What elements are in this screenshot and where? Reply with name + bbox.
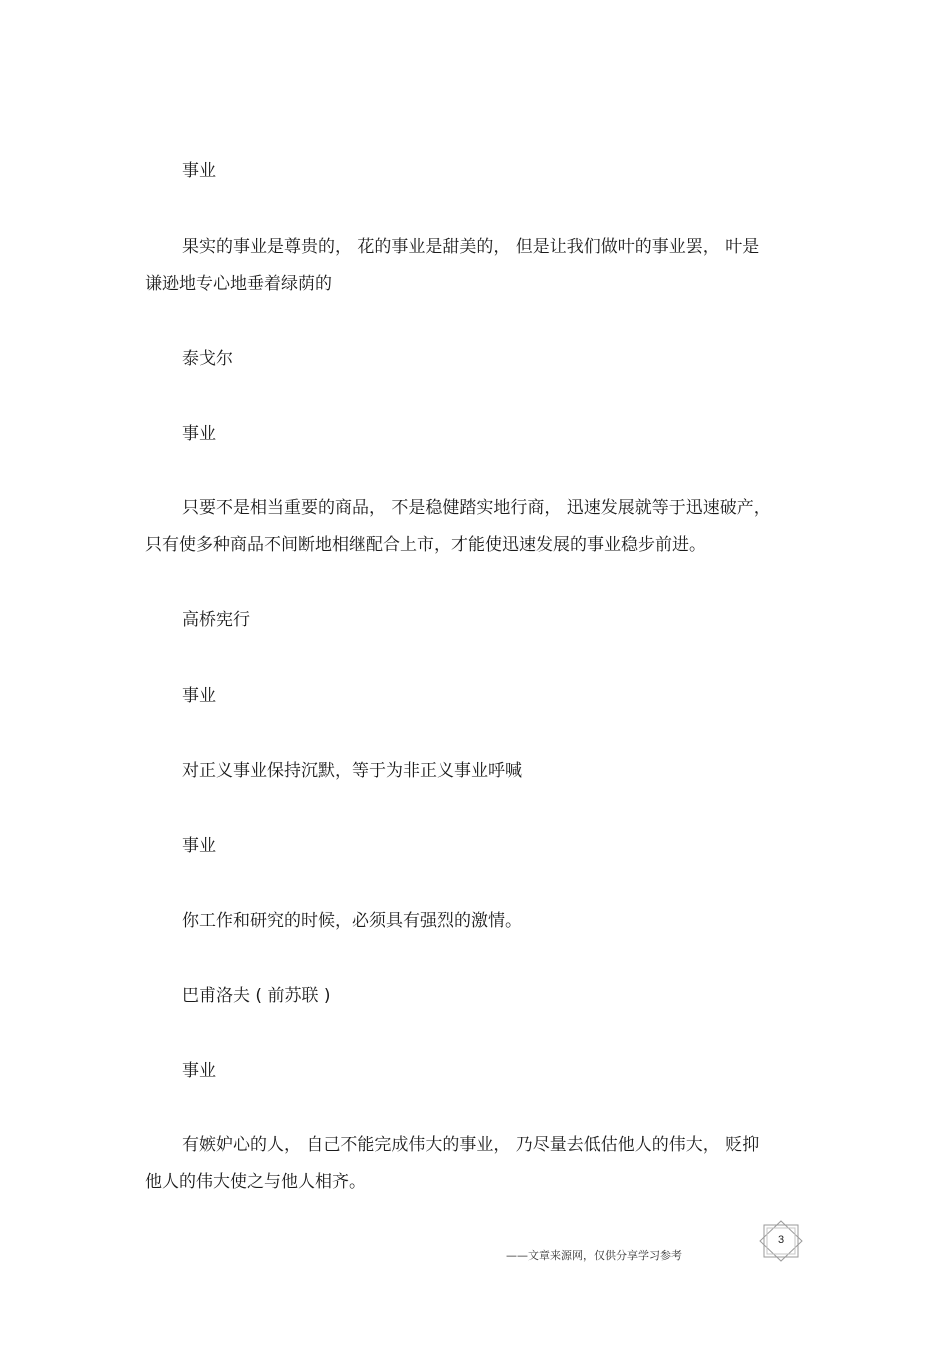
text-line: 只有使多种商品不间断地相继配合上市，才能使迅速发展的事业稳步前进。 bbox=[145, 535, 706, 555]
text-line: 对正义事业保持沉默，等于为非正义事业呼喊 bbox=[182, 761, 522, 781]
author-name bbox=[182, 978, 842, 1015]
heading-shiye bbox=[182, 828, 842, 865]
author-name bbox=[182, 341, 842, 378]
text-line: 他人的伟大使之与他人相齐。 bbox=[145, 1172, 366, 1192]
text-line: 事业 bbox=[182, 836, 216, 856]
heading-shiye bbox=[182, 1053, 842, 1090]
quote-paragraph bbox=[182, 903, 842, 940]
text-line: 巴甫洛夫 ( 前苏联 ) bbox=[182, 986, 331, 1006]
heading-shiye bbox=[182, 416, 842, 453]
text-line: 事业 bbox=[182, 424, 216, 444]
text-line: 事业 bbox=[182, 686, 216, 706]
text-line: 有嫉妒心的人， 自己不能完成伟大的事业， 乃尽量去低估他人的伟大， 贬抑 bbox=[182, 1135, 760, 1155]
quote-paragraph bbox=[145, 490, 805, 564]
source-note: ——文章来源网，仅供分享学习参考 bbox=[506, 1249, 682, 1262]
text-line: 谦逊地专心地垂着绿荫的 bbox=[145, 274, 332, 294]
quote-paragraph bbox=[145, 1127, 805, 1201]
page-number: 3 bbox=[777, 1234, 785, 1246]
text-line: 事业 bbox=[182, 161, 216, 181]
quote-paragraph bbox=[182, 753, 842, 790]
page-number-badge bbox=[758, 1220, 804, 1262]
text-line: 泰戈尔 bbox=[182, 349, 233, 369]
text-line: 你工作和研究的时候，必须具有强烈的激情。 bbox=[182, 911, 522, 931]
text-line: 果实的事业是尊贵的， 花的事业是甜美的， 但是让我们做叶的事业罢， 叶是 bbox=[182, 237, 760, 257]
author-name bbox=[182, 602, 842, 639]
heading-shiye bbox=[182, 153, 842, 190]
heading-shiye bbox=[182, 678, 842, 715]
quote-paragraph bbox=[145, 229, 805, 303]
text-line: 事业 bbox=[182, 1061, 216, 1081]
text-line: 只要不是相当重要的商品， 不是稳健踏实地行商， 迅速发展就等于迅速破产， bbox=[182, 498, 771, 518]
text-line: 高桥宪行 bbox=[182, 610, 250, 630]
